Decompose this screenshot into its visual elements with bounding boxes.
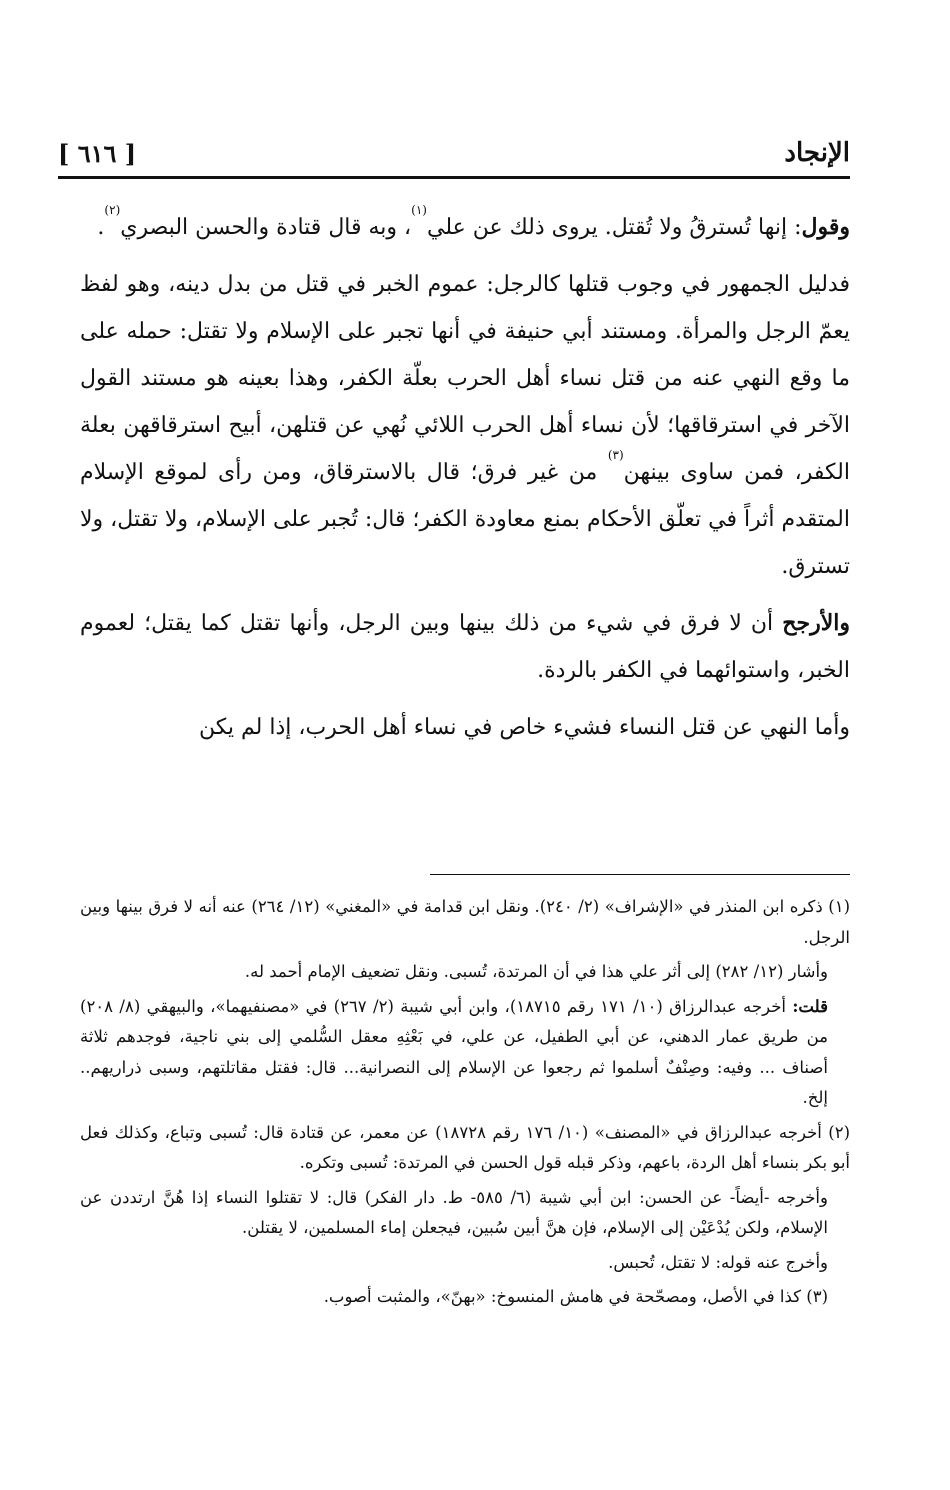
footnote-ref-1: (١) xyxy=(411,203,427,217)
footnote-1-note xyxy=(80,992,850,1114)
paragraph-text: من غير فرق؛ قال بالاسترقاق، ومن رأى لموقع الإسلام المتقدم أثراً في تعلّق الأحكام بمنع معاودة الكفر؛ قال: تُجبر على الإسلام، ولا تقتل، ولا تسترق. xyxy=(80,460,850,579)
main-text xyxy=(80,204,850,761)
footnote-separator xyxy=(430,874,850,875)
footnote-ref-3: (٣) xyxy=(607,448,624,462)
footnote-3: (٣) كذا في الأصل، ومصحّحة في هامش المنسوخ: «بهنّ»، والمثبت أصوب. xyxy=(323,1287,828,1306)
page-number: [ ٦١٦ ] xyxy=(58,138,137,168)
note-text: أخرجه عبدالرزاق (١٠/ ١٧١ رقم ١٨٧١٥)، وابن أبي شيبة (٢/ ٢٦٧) في «مصنفيهما»، والبيهقي (٨/ ٢٠٨) من طريق عمار الدهني، عن أبي الطفيل، عن علي، في بَعْثِهِ معقل السُّلمي إلى بني ناجية، فوجدهم ثلاثة أصناف ... وفيه: وصِنْفٌ أسلموا ثم رجعوا عن الإسلام إلى النصرانية... قال: فقتل مقاتلتهم، وسبى ذراريهم.. إلخ. xyxy=(80,996,828,1107)
footnote-2-continued: وأخرجه -أيضاً- عن الحسن: ابن أبي شيبة (٦/ ٥٨٥- ط. دار الفكر) قال: لا تقتلوا النساء إذا هُنَّ ارتددن عن الإسلام، ولكن يُدْعَيْن إلى الإسلام، فإن هنَّ أبين سُبين، فيجعلن إماء المسلمين، لا يقتلن. xyxy=(80,1187,828,1237)
paragraph-2 xyxy=(80,261,850,590)
paragraph-4 xyxy=(80,704,850,751)
running-title: الإنجاد xyxy=(784,138,850,168)
page-header xyxy=(58,128,850,178)
paragraph-lead-word: وقول xyxy=(801,214,850,240)
paragraph-text: . xyxy=(97,215,105,240)
paragraph-text: أن لا فرق في شيء من ذلك بينها وبين الرجل، وأنها تقتل كما يقتل؛ لعموم الخبر، واستوائهما في الكفر بالردة. xyxy=(80,611,850,683)
footnotes xyxy=(80,892,850,1317)
paragraph-text: فدليل الجمهور في وجوب قتلها كالرجل: عموم الخبر في قتل من بدل دينه، وهو لفظ يعمّ الرجل والمرأة. ومستند أبي حنيفة في أنها تجبر على الإسلام ولا تقتل: حمله على ما وقع النهي عنه من قتل نساء أهل الحرب بعلّة الكفر، وهذا بعينه هو مستند القول الآخر في استرقاقها؛ لأن نساء أهل الحرب اللائي نُهي عن قتلهن، أبيح استرقاقهن بعلة الكفر، فمن ساوى بينهن xyxy=(80,272,850,485)
paragraph-lead-word: والأرجح xyxy=(782,610,850,636)
footnote-2: (٢) أخرجه عبدالرزاق في «المصنف» (١٠/ ١٧٦ رقم ١٨٧٢٨) عن معمر، عن قتادة قال: تُسبى وتباع، وكذلك فعل أبو بكر بنساء أهل الردة، باعهم، وذكر قبله قول الحسن في المرتدة: تُسبى وتكره. xyxy=(80,1122,851,1172)
paragraph-text: ، وبه قال قتادة والحسن البصري xyxy=(120,215,412,240)
footnote-1-continued: وأشار (١٢/ ٢٨٢) إلى أثر علي هذا في أن المرتدة، تُسبى. ونقل تضعيف الإمام أحمد له. xyxy=(244,962,828,981)
header-rule xyxy=(58,176,850,179)
paragraph-text: وأما النهي عن قتل النساء فشيء خاص في نساء أهل الحرب، إذا لم يكن xyxy=(199,715,850,740)
footnote-1: (١) ذكره ابن المنذر في «الإشراف» (٢/ ٢٤٠). ونقل ابن قدامة في «المغني» (١٢/ ٢٦٤) عنه أنه لا فرق بينها وبين الرجل. xyxy=(80,897,850,947)
paragraph-1 xyxy=(80,204,850,251)
paragraph-text: : إنها تُسترقُ ولا تُقتل. يروى ذلك عن علي xyxy=(426,215,802,240)
footnote-2-extra: وأخرج عنه قوله: لا تقتل، تُحبس. xyxy=(608,1252,828,1272)
footnote-ref-2: (٢) xyxy=(104,203,121,217)
paragraph-3 xyxy=(80,600,850,694)
note-lead-word: قلت: xyxy=(792,996,828,1016)
